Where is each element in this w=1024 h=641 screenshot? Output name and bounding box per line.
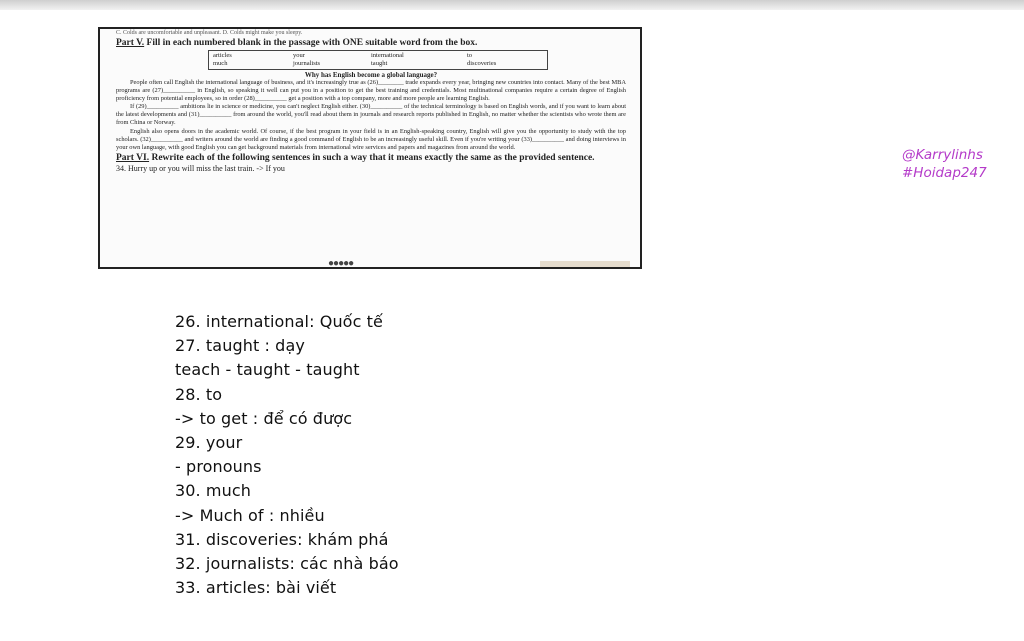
site-tag: #Hoidap247 xyxy=(902,165,987,181)
passage-paragraph-2: If (29)__________ ambitions lie in science or medicine, you can't neglect English either. (30)__________ of the technical terminology is based on English words, and if you want to learn about the latest developments and (31)__________ from around the world, you'll read about them in journals and research reports published in English, no matter whether the scientists who wrote them are from China or Norway. xyxy=(116,103,626,127)
part-6-heading xyxy=(116,153,626,164)
cut-off-line: C. Colds are uncomfortable and unpleasant. D. Colds might make you sleepy. xyxy=(116,30,303,36)
answer-line: 31. discoveries: khám phá xyxy=(175,529,389,549)
word-box-item: taught xyxy=(371,60,388,67)
part-5-label: Part V. xyxy=(116,38,145,48)
word-box-item: much xyxy=(213,60,228,67)
passage-title: Why has English become a global language? xyxy=(304,71,438,79)
word-box-item: your xyxy=(293,52,305,59)
answer-line: 32. journalists: các nhà báo xyxy=(175,554,399,574)
author-credit xyxy=(902,146,987,182)
answer-line: 27. taught : dạy xyxy=(175,336,305,356)
word-box-item: articles xyxy=(213,52,232,59)
part-6-instruction: Rewrite each of the following sentences in such a way that it means exactly the same as the provided sentence. xyxy=(149,152,595,163)
answer-line: 26. international: Quốc tế xyxy=(175,312,383,331)
author-handle: @Karrylinhs xyxy=(902,147,983,163)
word-box-item: discoveries xyxy=(467,60,497,67)
question-34: 34. Hurry up or you will miss the last train. -> If you xyxy=(116,163,285,173)
passage-paragraph-3: English also opens doors in the academic world. Of course, if the best program in your field is in an English-speaking country, English will give you the opportunity to study with the top scholars. (32)__________ and writers around the world are finding a good command of English to be an increasingly useful skill. Even if you're writing your (33)__________ and doing interviews in your own language, with good English you can get background materials from international wire services and papers and magazines from around the world. xyxy=(116,127,626,151)
answer-line: -> to get : để có được xyxy=(175,408,353,428)
part-5-heading xyxy=(116,38,626,49)
answer-line: - pronouns xyxy=(175,457,262,477)
scan-artifact: ●●●●● xyxy=(328,258,354,269)
answer-list xyxy=(175,310,399,600)
answer-line: 29. your xyxy=(175,433,243,453)
answer-line: teach - taught - taught xyxy=(175,360,360,380)
word-box-item: journalists xyxy=(293,60,321,67)
top-bar xyxy=(0,0,1024,10)
word-box xyxy=(208,50,548,70)
scan-artifact xyxy=(540,261,630,267)
answer-line: 28. to xyxy=(175,384,223,404)
answer-line: -> Much of : nhiều xyxy=(175,505,325,525)
word-box-item: international xyxy=(371,52,404,59)
passage-paragraph-1: People often call English the international language of business, and it's increasingly true as (26)________ trade expands every year, bringing new countries into contact. Many of the best MBA programs are (27)__________ in English, so speaking it well can put you in a position to get the best training and credentials. Most multinational companies require a certain degree of English proficiency from potential employees, so in order (28)__________ get a position with a top company, more and more people are learning English. xyxy=(116,79,626,103)
part-6-label: Part VI. xyxy=(116,152,150,163)
worksheet-scan xyxy=(98,27,642,269)
part-5-instruction: Fill in each numbered blank in the passage with ONE suitable word from the box. xyxy=(144,38,478,48)
answer-line: 33. articles: bài viết xyxy=(175,578,337,598)
word-box-item: to xyxy=(467,52,473,59)
answer-line: 30. much xyxy=(175,481,251,501)
